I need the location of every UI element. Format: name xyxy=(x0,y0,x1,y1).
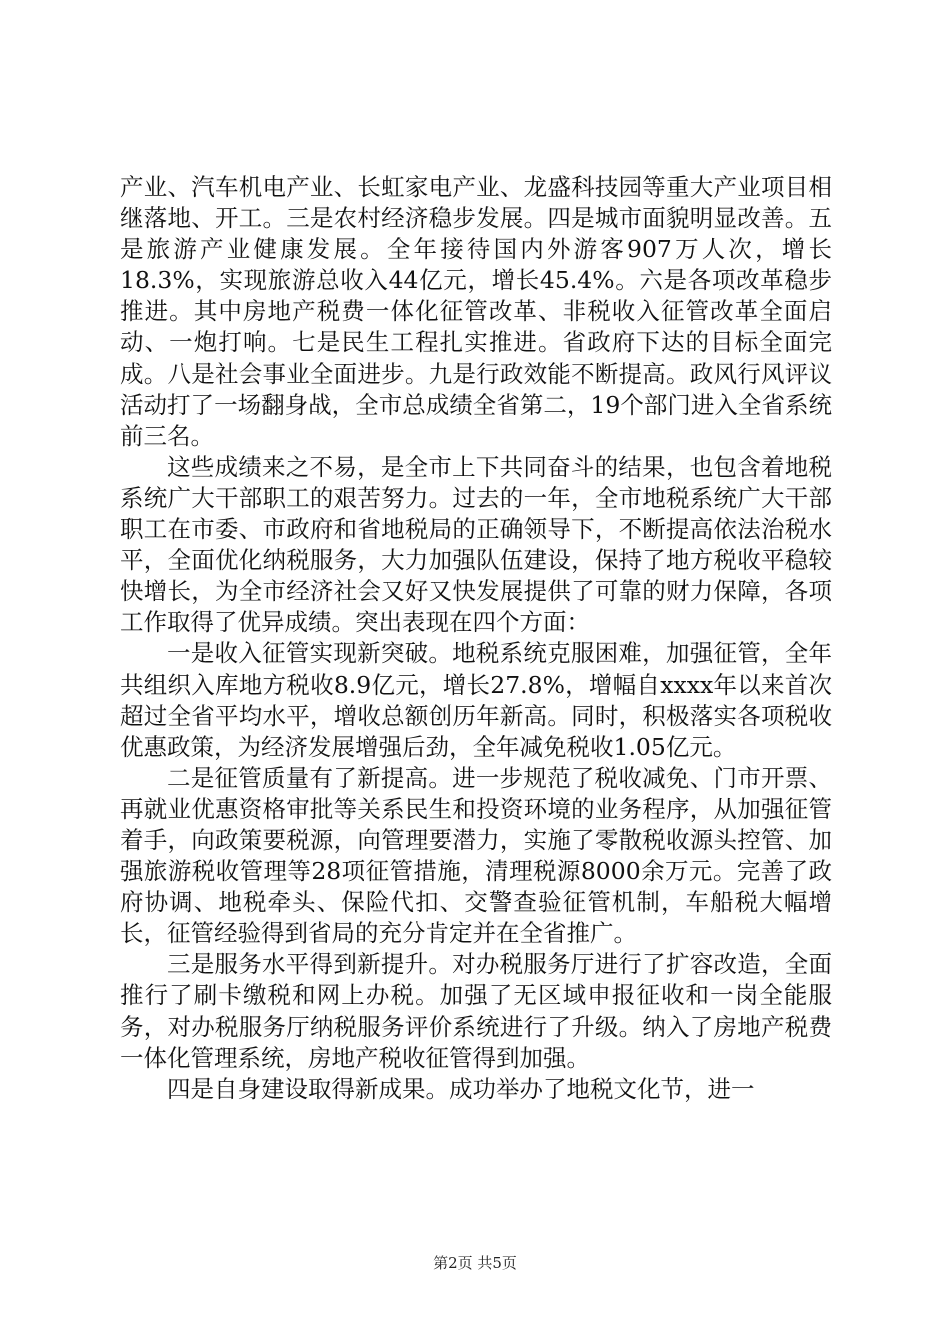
paragraph-2: 这些成绩来之不易，是全市上下共同奋斗的结果，也包含着地税系统广大干部职工的艰苦努力。过去的一年，全市地税系统广大干部职工在市委、市政府和省地税局的正确领导下，不断提高依法治税水平，全面优化纳税服务，大力加强队伍建设，保持了地方税收平稳较快增长，为全市经济社会又好又快发展提供了可靠的财力保障，各项工作取得了优异成绩。突出表现在四个方面： xyxy=(120,452,832,637)
paragraph-4: 二是征管质量有了新提高。进一步规范了税收减免、门市开票、再就业优惠资格审批等关系民生和投资环境的业务程序，从加强征管着手，向政策要税源，向管理要潜力，实施了零散税收源头控管、加强旅游税收管理等28项征管措施，清理税源8000余万元。完善了政府协调、地税牵头、保险代扣、交警查验征管机制，车船税大幅增长，征管经验得到省局的充分肯定并在全省推广。 xyxy=(120,763,832,948)
paragraph-6: 四是自身建设取得新成果。成功举办了地税文化节，进一 xyxy=(167,1074,755,1103)
paragraph-3: 一是收入征管实现新突破。地税系统克服困难，加强征管，全年共组织入库地方税收8.9亿元，增长27.8%，增幅自xxxx年以来首次超过全省平均水平，增收总额创历年新高。同时，积极落实各项税收优惠政策，为经济发展增强后劲，全年减免税收1.05亿元。 xyxy=(120,639,832,761)
paragraph-1: 产业、汽车机电产业、长虹家电产业、龙盛科技园等重大产业项目相继落地、开工。三是农村经济稳步发展。四是城市面貌明显改善。五是旅游产业健康发展。全年接待国内外游客907万人次，增长18.3%，实现旅游总收入44亿元，增长45.4%。六是各项改革稳步推进。其中房地产税费一体化征管改革、非税收入征管改革全面启动、一炮打响。七是民生工程扎实推进。省政府下达的目标全面完成。八是社会事业全面进步。九是行政效能不断提高。政风行风评议活动打了一场翻身战，全市总成绩全省第二，19个部门进入全省系统前三名。 xyxy=(120,173,832,450)
page-number-footer: 第2页 共5页 xyxy=(433,1254,517,1272)
document-body xyxy=(120,172,832,1105)
paragraph-5: 三是服务水平得到新提升。对办税服务厅进行了扩容改造，全面推行了刷卡缴税和网上办税。加强了无区域申报征收和一岗全能服务，对办税服务厅纳税服务评价系统进行了升级。纳入了房地产税费一体化管理系统，房地产税收征管得到加强。 xyxy=(120,950,832,1072)
